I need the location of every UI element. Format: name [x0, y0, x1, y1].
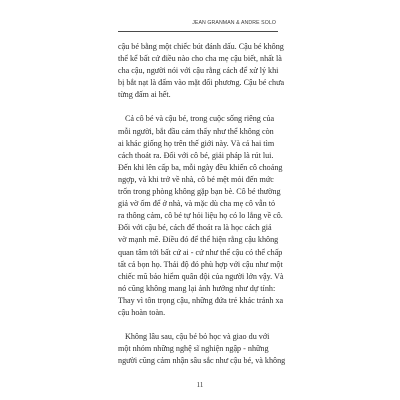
text-line: vờ mạnh mẽ. Điều đó để thể hiện rằng cậu không	[118, 235, 279, 245]
paragraph-1	[118, 41, 288, 101]
text-line: quan tâm tới bất cứ ai - cứ như thể cậu có thể chấp	[118, 247, 283, 257]
text-line: cậu bé bằng một chiếc bút đánh dấu. Cậu bé không	[118, 42, 284, 51]
text-line: người cũng cảm nhận sâu sắc như cậu bé, và không	[118, 356, 286, 366]
text-line: giả vờ ốm để ở nhà, và mặc dù cha mẹ cô vẫn tỏ	[118, 199, 276, 209]
page-number: 11	[196, 381, 204, 389]
text-line: cha cậu, người nói với cậu rằng cách để xử lý khi	[118, 66, 279, 76]
paragraph-2	[118, 113, 288, 319]
text-line: ngợp, và khi trở về nhà, cô bé mệt mỏi đến mức	[118, 174, 274, 184]
text-line: trốn trong phòng không gặp bạn bè. Cô bé thường	[118, 187, 281, 197]
text-line: chiếc mũ bảo hiểm quân đội của người lớn vậy. Và	[118, 271, 284, 281]
text-line: từng đấm ai hết.	[118, 90, 171, 100]
paragraph-3	[118, 331, 288, 367]
text-line: ai khác giống họ trên thế giới này. Và cả hai tìm	[118, 138, 275, 148]
text-line: tất cả bọn họ. Thái độ đó phù hợp với cậu như một	[118, 259, 283, 269]
running-head: JEAN GRANMAN & ANDRE SOLO	[192, 20, 276, 26]
text-line: Thay vì tôn trọng cậu, những đứa trẻ khác tránh xa	[118, 295, 284, 305]
text-line: Đến khi lên cấp ba, mỗi ngày đều khiến cô choáng	[118, 162, 283, 172]
text-line: cậu hoàn toàn.	[118, 307, 166, 317]
text-line: Cả cô bé và cậu bé, trong cuộc sống riêng của	[125, 114, 275, 124]
text-line: mỗi người, bắt đầu cảm thấy như thể không còn	[118, 126, 274, 136]
text-line: một nhóm những nghệ sĩ nghiện ngập - những	[118, 344, 269, 354]
text-line: Đối với cậu bé, cách để thoát ra là học cách giả	[118, 223, 272, 233]
text-line: cách thoát ra. Đối với cô bé, giải pháp là rút lui.	[118, 150, 274, 160]
body-text	[118, 41, 288, 367]
text-line: thể kể bất cứ điều nào cho cha mẹ cậu biết, nhất là	[118, 54, 282, 64]
text-line: ra thông cảm, cô bé tự hỏi liệu họ có lo lắng về cô.	[118, 211, 283, 221]
text-line: bị bắt nạt là đấm vào mặt đối phương. Cậu bé chưa	[118, 78, 285, 88]
text-line: Không lâu sau, cậu bé bỏ học và giao du với	[125, 332, 270, 342]
text-line: nó cũng không mang lại ảnh hưởng như dự tính:	[118, 283, 276, 293]
header-rule	[118, 31, 278, 32]
